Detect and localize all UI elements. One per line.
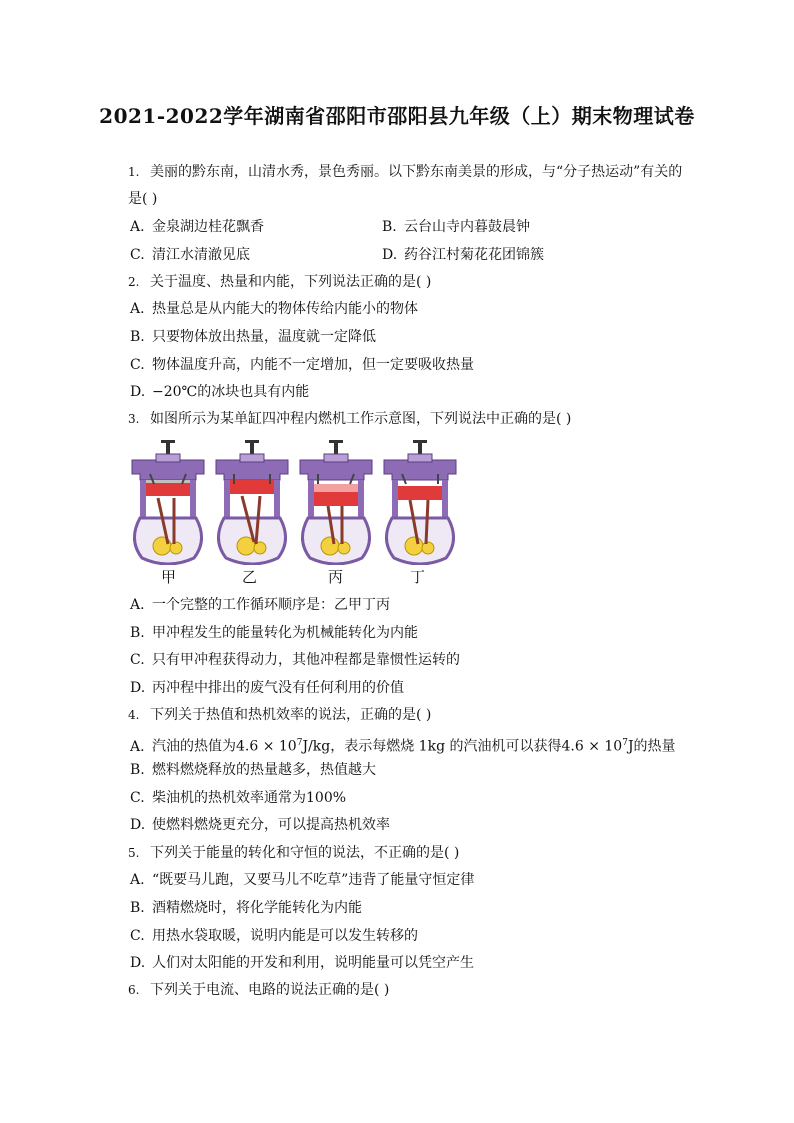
option-letter: D. bbox=[130, 955, 146, 971]
option-a bbox=[130, 733, 676, 757]
option-a bbox=[130, 870, 474, 890]
option-text: J的热量 bbox=[627, 738, 676, 755]
option-letter: B. bbox=[130, 625, 145, 641]
option-letter: B. bbox=[130, 762, 145, 778]
option-text: 物体温度升高，内能不一定增加，但一定要吸收热量 bbox=[152, 357, 474, 373]
option-letter: C. bbox=[130, 928, 145, 944]
option-text: 丙冲程中排出的废气没有任何利用的价值 bbox=[152, 680, 404, 696]
option-text: −20℃的冰块也具有内能 bbox=[152, 384, 310, 400]
question-text: 下列关于电流、电路的说法正确的是( ) bbox=[150, 982, 390, 998]
option-letter: A. bbox=[130, 301, 145, 317]
question-number: 5. bbox=[128, 846, 140, 860]
engine-ding bbox=[384, 440, 456, 564]
option-text: 使燃料燃烧更充分，可以提高热机效率 bbox=[152, 817, 390, 833]
question-text: 美丽的黔东南，山清水秀，景色秀丽。以下黔东南美景的形成，与“分子热运动”有关的 bbox=[150, 164, 683, 180]
option-text: “既要马儿跑，又要马儿不吃草”违背了能量守恒定律 bbox=[152, 872, 475, 888]
question-text: 关于温度、热量和内能，下列说法正确的是( ) bbox=[150, 274, 432, 290]
figure-label-bing: 丙 bbox=[328, 568, 344, 586]
option-c bbox=[130, 245, 250, 265]
exponent: 7 bbox=[296, 738, 303, 748]
question-text: 下列关于能量的转化和守恒的说法，不正确的是( ) bbox=[150, 845, 460, 861]
option-text: 药谷江村菊花花团锦簇 bbox=[404, 247, 544, 263]
question-1-stem-line-1 bbox=[128, 162, 682, 182]
figure-label-jia: 甲 bbox=[161, 568, 177, 586]
option-d bbox=[130, 953, 474, 973]
question-6-stem bbox=[128, 980, 389, 1000]
option-d bbox=[130, 678, 404, 698]
option-c bbox=[130, 788, 346, 808]
engine-jia bbox=[132, 440, 204, 564]
option-text: 燃料燃烧释放的热量越多，热值越大 bbox=[152, 762, 376, 778]
option-letter: A. bbox=[130, 738, 145, 755]
option-text: J/kg，表示每燃烧 1kg 的汽油机可以获得4.6 × 10 bbox=[302, 738, 623, 755]
option-a bbox=[130, 595, 390, 615]
question-number: 2. bbox=[128, 275, 140, 289]
option-c bbox=[130, 650, 460, 670]
option-text: 甲冲程发生的能量转化为机械能转化为内能 bbox=[152, 625, 418, 641]
option-letter: D. bbox=[382, 247, 398, 263]
question-2-stem bbox=[128, 272, 431, 292]
option-text: 用热水袋取暖，说明内能是可以发生转移的 bbox=[152, 928, 418, 944]
question-number: 3. bbox=[128, 412, 140, 426]
option-letter: D. bbox=[130, 817, 146, 833]
engine-strokes-figure bbox=[128, 440, 458, 590]
option-letter: B. bbox=[382, 219, 397, 235]
exponent: 7 bbox=[622, 738, 628, 748]
option-letter: C. bbox=[130, 247, 145, 263]
option-letter: B. bbox=[130, 329, 145, 345]
engine-diagram bbox=[128, 440, 458, 565]
question-3-stem bbox=[128, 409, 571, 429]
option-text: 云台山寺内暮鼓晨钟 bbox=[404, 219, 530, 235]
option-b bbox=[130, 623, 418, 643]
option-d bbox=[130, 815, 390, 835]
option-b bbox=[382, 217, 530, 237]
option-letter: A. bbox=[130, 872, 145, 888]
option-text: 汽油的热值为4.6 × 10 bbox=[152, 738, 297, 755]
option-letter: C. bbox=[130, 357, 145, 373]
option-letter: B. bbox=[130, 900, 145, 916]
exam-title: 2021-2022学年湖南省邵阳市邵阳县九年级（上）期末物理试卷 bbox=[99, 104, 695, 128]
option-text: 清江水清澈见底 bbox=[152, 247, 250, 263]
question-text: 如图所示为某单缸四冲程内燃机工作示意图，下列说法中正确的是( ) bbox=[150, 411, 572, 427]
question-number: 4. bbox=[128, 708, 140, 722]
option-c bbox=[130, 926, 418, 946]
option-a bbox=[130, 299, 418, 319]
option-text: 酒精燃烧时，将化学能转化为内能 bbox=[152, 900, 362, 916]
question-1-stem-line-2: 是( ) bbox=[128, 191, 158, 207]
option-letter: D. bbox=[130, 384, 146, 400]
option-text: 一个完整的工作循环顺序是：乙甲丁丙 bbox=[152, 597, 390, 613]
figure-label-yi: 乙 bbox=[242, 568, 258, 586]
option-b bbox=[130, 898, 362, 918]
option-letter: C. bbox=[130, 790, 145, 806]
option-text: 柴油机的热机效率通常为100% bbox=[152, 790, 347, 806]
option-letter: A. bbox=[130, 219, 145, 235]
option-letter: C. bbox=[130, 652, 145, 668]
option-text: 只要物体放出热量，温度就一定降低 bbox=[152, 329, 376, 345]
option-text: 金泉湖边桂花飘香 bbox=[152, 219, 264, 235]
engine-bing bbox=[300, 440, 372, 564]
option-text: 人们对太阳能的开发和利用，说明能量可以凭空产生 bbox=[152, 955, 474, 971]
question-4-stem bbox=[128, 705, 431, 725]
option-text: 热量总是从内能大的物体传给内能小的物体 bbox=[152, 301, 418, 317]
option-c bbox=[130, 355, 474, 375]
option-b bbox=[130, 327, 376, 347]
option-a bbox=[130, 217, 264, 237]
engine-yi bbox=[216, 440, 288, 564]
question-5-stem bbox=[128, 843, 459, 863]
question-number: 1. bbox=[128, 165, 140, 179]
option-letter: D. bbox=[130, 680, 146, 696]
option-letter: A. bbox=[130, 597, 145, 613]
question-text: 下列关于热值和热机效率的说法，正确的是( ) bbox=[150, 707, 432, 723]
option-b bbox=[130, 760, 376, 780]
option-text: 只有甲冲程获得动力，其他冲程都是靠惯性运转的 bbox=[152, 652, 460, 668]
figure-label-ding: 丁 bbox=[410, 568, 426, 586]
question-number: 6. bbox=[128, 983, 140, 997]
option-d bbox=[382, 245, 544, 265]
option-d bbox=[130, 382, 309, 402]
